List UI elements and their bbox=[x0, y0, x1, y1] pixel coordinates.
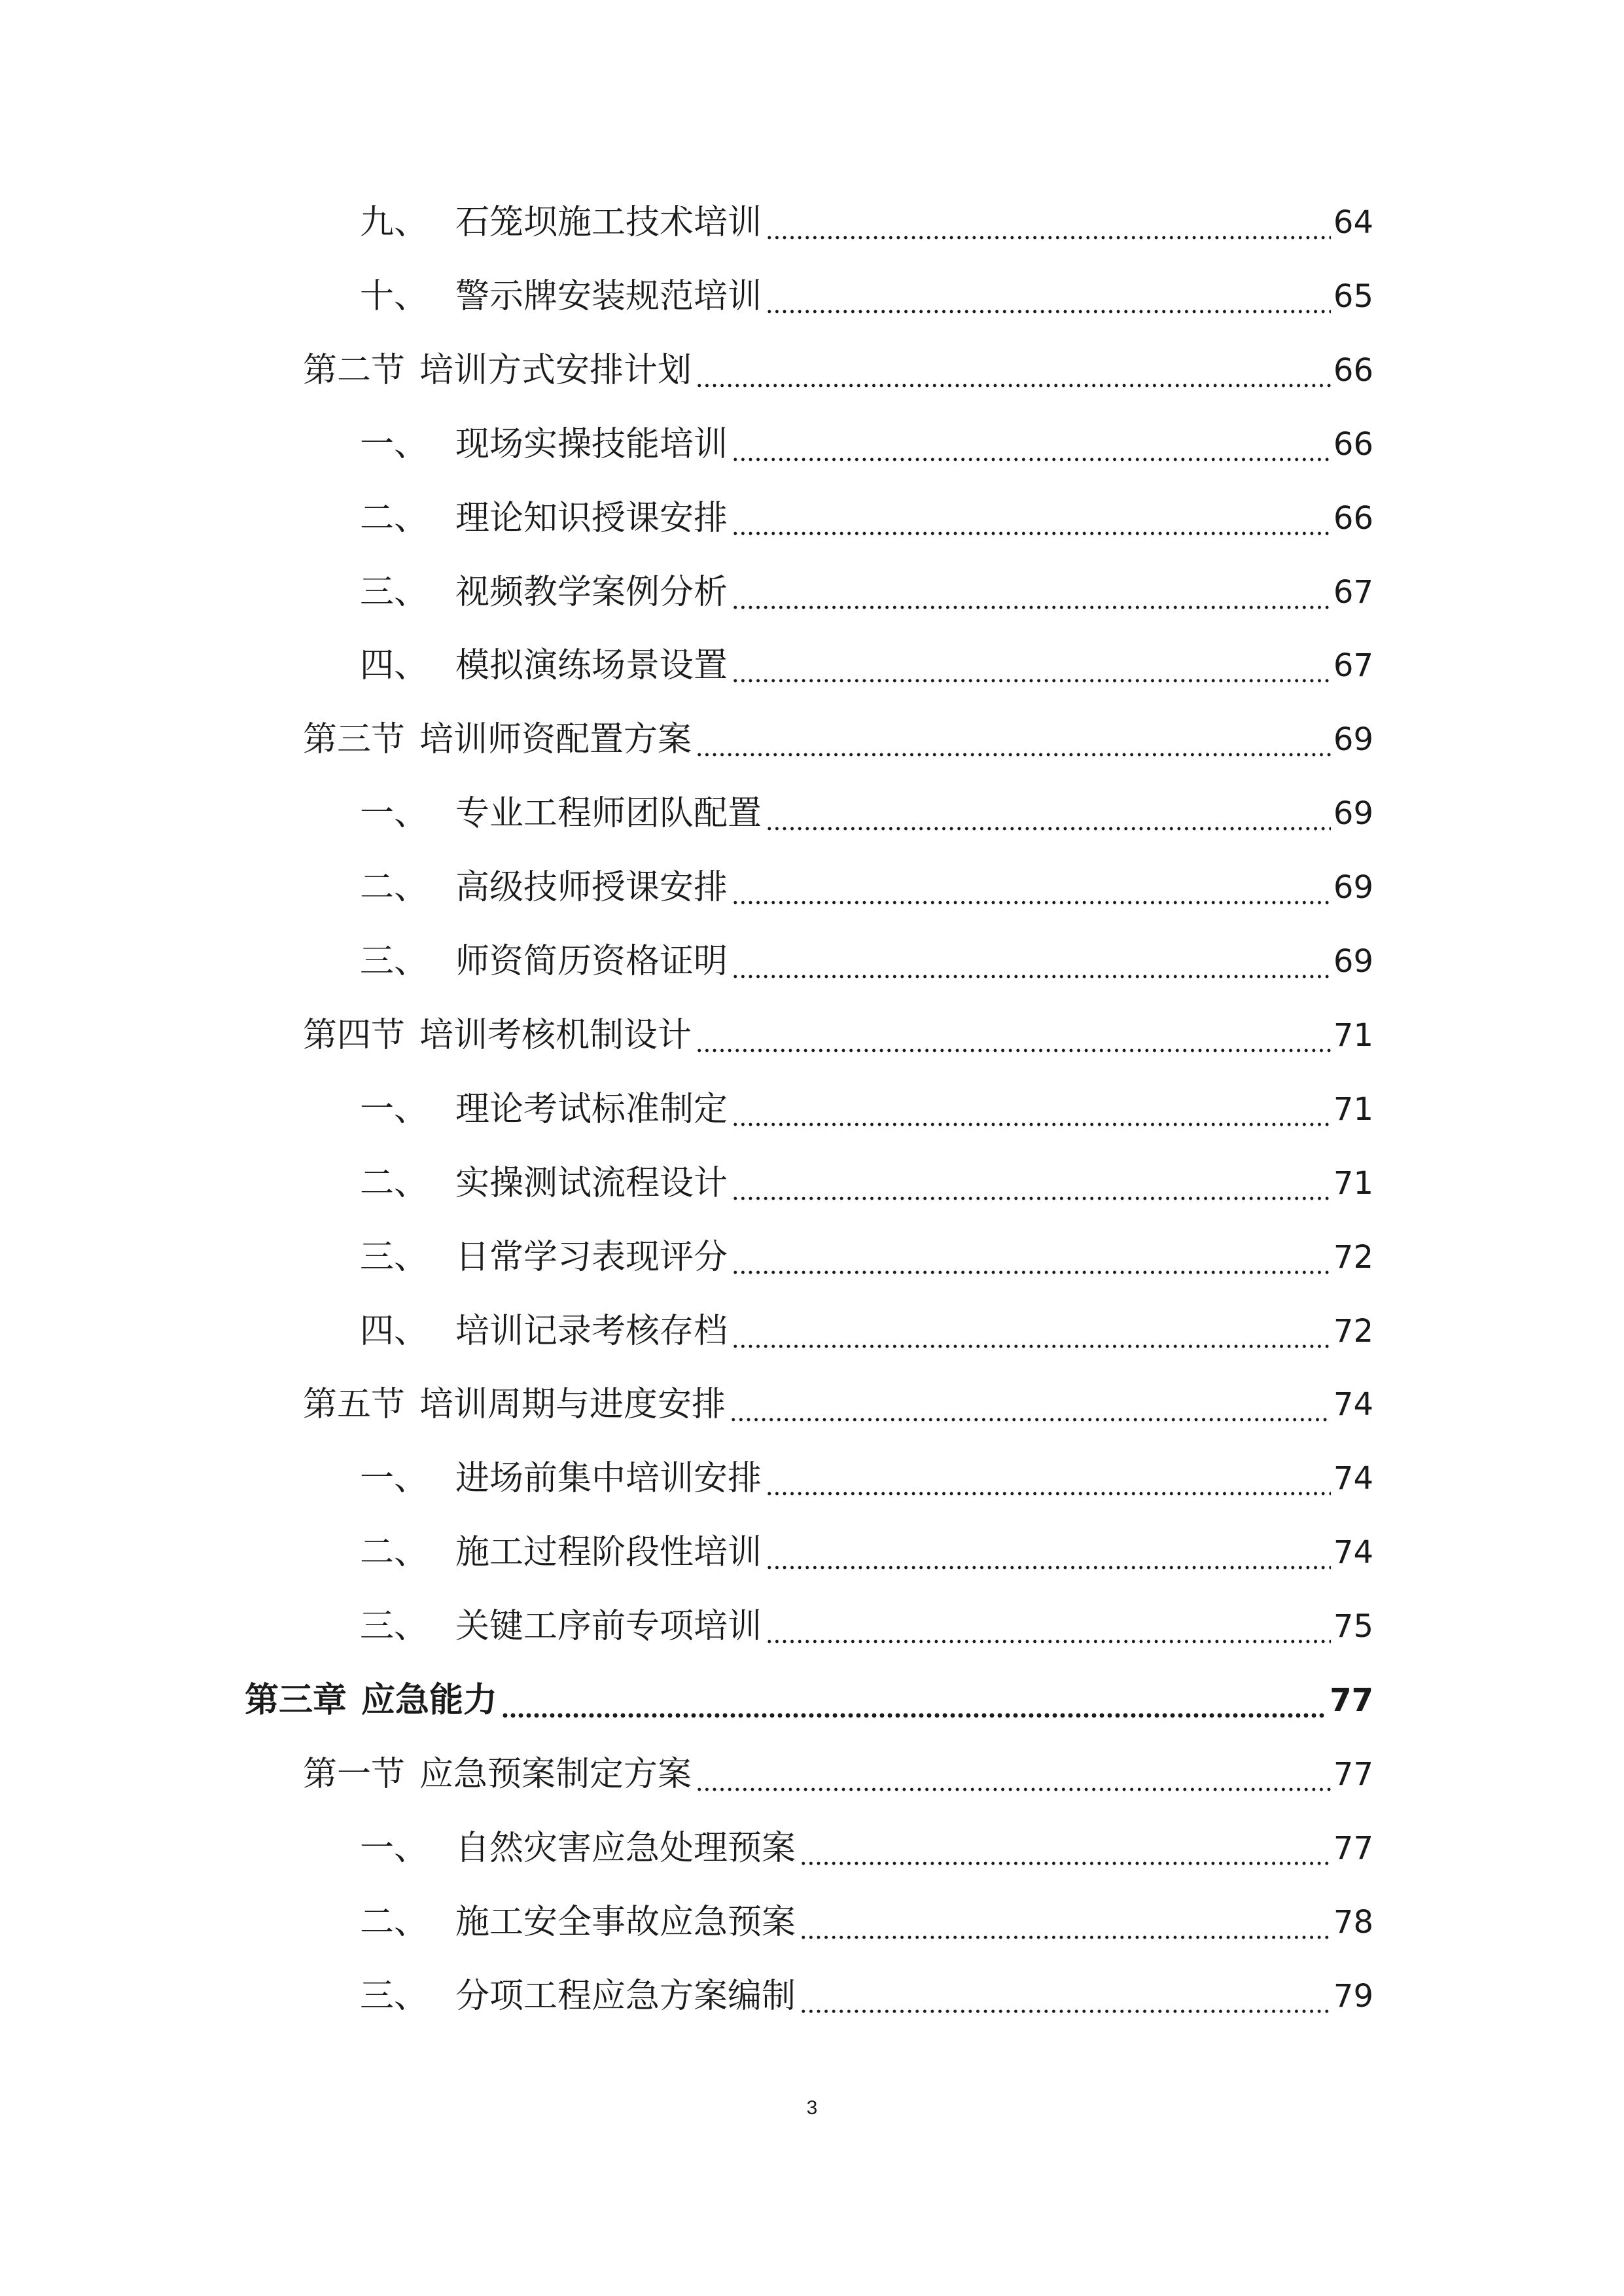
toc-subsection-entry[interactable] bbox=[360, 492, 1373, 545]
toc-entry-page: 64 bbox=[1333, 204, 1373, 241]
dot-leader bbox=[732, 492, 1331, 545]
toc-entry-title: 关键工序前专项培训 bbox=[455, 1607, 762, 1646]
toc-entry-number: 三、 bbox=[360, 1238, 429, 1277]
dot-leader bbox=[800, 1822, 1331, 1874]
toc-subsection-entry[interactable] bbox=[360, 1305, 1373, 1357]
toc-entry-number: 二、 bbox=[360, 1533, 429, 1572]
toc-entry-title: 专业工程师团队配置 bbox=[455, 794, 762, 833]
toc-entry-title: 石笼坝施工技术培训 bbox=[455, 203, 762, 242]
toc-section-entry[interactable] bbox=[303, 344, 1373, 397]
dot-leader bbox=[732, 935, 1331, 988]
toc-subsection-entry[interactable] bbox=[360, 639, 1373, 692]
toc-subsection-entry[interactable] bbox=[360, 1231, 1373, 1283]
toc-entry-number: 第二节 bbox=[303, 351, 406, 390]
dot-leader bbox=[800, 1896, 1331, 1948]
toc-entry-title: 理论考试标准制定 bbox=[455, 1090, 728, 1129]
dot-leader bbox=[766, 196, 1331, 249]
toc-section-entry[interactable] bbox=[303, 713, 1373, 766]
toc-entry-number: 三、 bbox=[360, 942, 429, 981]
toc-entry-number: 第三节 bbox=[303, 720, 406, 759]
toc-entry-number: 九、 bbox=[360, 203, 429, 242]
dot-leader bbox=[732, 1083, 1331, 1136]
toc-subsection-entry[interactable] bbox=[360, 418, 1373, 471]
toc-entry-number: 一、 bbox=[360, 1829, 429, 1868]
toc-entry-number: 一、 bbox=[360, 794, 429, 833]
toc-entry-number: 第四节 bbox=[303, 1016, 406, 1055]
toc-entry-number: 一、 bbox=[360, 1459, 429, 1498]
toc-subsection-entry[interactable] bbox=[360, 1083, 1373, 1136]
toc-entry-number: 三、 bbox=[360, 573, 429, 612]
dot-leader bbox=[800, 1970, 1331, 2022]
toc-entry-number: 二、 bbox=[360, 1903, 429, 1942]
page-number: 3 bbox=[806, 2097, 818, 2119]
dot-leader bbox=[766, 1526, 1331, 1579]
toc-entry-page: 74 bbox=[1333, 1460, 1373, 1497]
toc-subsection-entry[interactable] bbox=[360, 1600, 1373, 1653]
dot-leader bbox=[696, 344, 1331, 397]
toc-subsection-entry[interactable] bbox=[360, 1970, 1373, 2022]
toc-section-entry[interactable] bbox=[303, 1009, 1373, 1062]
toc-subsection-entry[interactable] bbox=[360, 1896, 1373, 1948]
dot-leader bbox=[732, 1231, 1331, 1283]
toc-entry-page: 71 bbox=[1333, 1017, 1373, 1054]
toc-entry-page: 74 bbox=[1333, 1386, 1373, 1423]
toc-entry-title: 培训记录考核存档 bbox=[455, 1312, 728, 1351]
toc-entry-page: 72 bbox=[1333, 1313, 1373, 1350]
toc-entry-page: 77 bbox=[1330, 1682, 1373, 1719]
toc-entry-number: 三、 bbox=[360, 1977, 429, 2016]
dot-leader bbox=[696, 713, 1331, 766]
toc-subsection-entry[interactable] bbox=[360, 1526, 1373, 1579]
toc-entry-number: 第五节 bbox=[303, 1385, 406, 1424]
toc-entry-title: 培训考核机制设计 bbox=[419, 1016, 692, 1055]
toc-entry-title: 施工过程阶段性培训 bbox=[455, 1533, 762, 1572]
toc-entry-title: 警示牌安装规范培训 bbox=[455, 277, 762, 316]
toc-entry-number: 二、 bbox=[360, 499, 429, 538]
toc-entry-page: 69 bbox=[1333, 869, 1373, 906]
dot-leader bbox=[696, 1748, 1331, 1801]
toc-entry-number: 二、 bbox=[360, 1164, 429, 1203]
toc-entry-page: 71 bbox=[1333, 1165, 1373, 1202]
toc-subsection-entry[interactable] bbox=[360, 787, 1373, 840]
dot-leader bbox=[732, 639, 1331, 692]
toc-subsection-entry[interactable] bbox=[360, 861, 1373, 914]
toc-entry-page: 78 bbox=[1333, 1904, 1373, 1941]
toc-entry-page: 69 bbox=[1333, 795, 1373, 832]
toc-entry-title: 模拟演练场景设置 bbox=[455, 646, 728, 685]
toc-entry-number: 一、 bbox=[360, 1090, 429, 1129]
toc-subsection-entry[interactable] bbox=[360, 1822, 1373, 1874]
toc-entry-page: 74 bbox=[1333, 1534, 1373, 1571]
toc-entry-number: 一、 bbox=[360, 425, 429, 464]
toc-subsection-entry[interactable] bbox=[360, 1452, 1373, 1505]
toc-entry-title: 理论知识授课安排 bbox=[455, 499, 728, 538]
toc-entry-title: 分项工程应急方案编制 bbox=[455, 1977, 796, 2016]
toc-subsection-entry[interactable] bbox=[360, 1157, 1373, 1210]
toc-subsection-entry[interactable] bbox=[360, 566, 1373, 619]
toc-entry-page: 66 bbox=[1333, 500, 1373, 537]
dot-leader bbox=[766, 1452, 1331, 1505]
toc-entry-title: 培训师资配置方案 bbox=[419, 720, 692, 759]
toc-entry-title: 应急能力 bbox=[361, 1681, 498, 1720]
toc-entry-title: 高级技师授课安排 bbox=[455, 868, 728, 907]
toc-entry-title: 培训周期与进度安排 bbox=[419, 1385, 726, 1424]
toc-entry-title: 施工安全事故应急预案 bbox=[455, 1903, 796, 1942]
dot-leader bbox=[732, 418, 1331, 471]
toc-entry-page: 66 bbox=[1333, 352, 1373, 389]
toc-entry-title: 实操测试流程设计 bbox=[455, 1164, 728, 1203]
dot-leader bbox=[732, 1305, 1331, 1357]
toc-section-entry[interactable] bbox=[303, 1378, 1373, 1431]
toc-subsection-entry[interactable] bbox=[360, 270, 1373, 323]
toc-entry-number: 第三章 bbox=[245, 1681, 347, 1720]
toc-entry-title: 师资简历资格证明 bbox=[455, 942, 728, 981]
toc-subsection-entry[interactable] bbox=[360, 196, 1373, 249]
toc-section-entry[interactable] bbox=[303, 1748, 1373, 1801]
dot-leader bbox=[766, 270, 1331, 323]
toc-entry-page: 67 bbox=[1333, 647, 1373, 684]
toc-entry-title: 现场实操技能培训 bbox=[455, 425, 728, 464]
toc-entry-page: 79 bbox=[1333, 1978, 1373, 2015]
toc-entry-number: 十、 bbox=[360, 277, 429, 316]
dot-leader bbox=[501, 1674, 1327, 1727]
toc-entry-page: 69 bbox=[1333, 943, 1373, 980]
toc-entry-page: 65 bbox=[1333, 278, 1373, 315]
toc-chapter-entry[interactable] bbox=[245, 1674, 1373, 1727]
toc-entry-page: 71 bbox=[1333, 1091, 1373, 1128]
dot-leader bbox=[766, 1600, 1331, 1653]
toc-entry-number: 四、 bbox=[360, 646, 429, 685]
dot-leader bbox=[730, 1378, 1331, 1431]
toc-entry-page: 66 bbox=[1333, 426, 1373, 463]
toc-entry-number: 第一节 bbox=[303, 1755, 406, 1794]
toc-entry-number: 三、 bbox=[360, 1607, 429, 1646]
dot-leader bbox=[732, 566, 1331, 619]
toc-entry-title: 自然灾害应急处理预案 bbox=[455, 1829, 796, 1868]
toc-entry-page: 77 bbox=[1333, 1830, 1373, 1867]
toc-entry-title: 日常学习表现评分 bbox=[455, 1238, 728, 1277]
toc-entry-page: 67 bbox=[1333, 574, 1373, 611]
toc-entry-title: 视频教学案例分析 bbox=[455, 573, 728, 612]
dot-leader bbox=[766, 787, 1331, 840]
dot-leader bbox=[732, 861, 1331, 914]
toc-entry-page: 69 bbox=[1333, 721, 1373, 758]
toc-subsection-entry[interactable] bbox=[360, 935, 1373, 988]
toc-entry-page: 75 bbox=[1333, 1608, 1373, 1645]
dot-leader bbox=[696, 1009, 1331, 1062]
toc-entry-title: 应急预案制定方案 bbox=[419, 1755, 692, 1794]
toc-entry-page: 77 bbox=[1333, 1756, 1373, 1793]
toc-entry-number: 四、 bbox=[360, 1312, 429, 1351]
toc-entry-page: 72 bbox=[1333, 1239, 1373, 1276]
toc-entry-number: 二、 bbox=[360, 868, 429, 907]
toc-entry-title: 培训方式安排计划 bbox=[419, 351, 692, 390]
dot-leader bbox=[732, 1157, 1331, 1210]
toc-entry-title: 进场前集中培训安排 bbox=[455, 1459, 762, 1498]
